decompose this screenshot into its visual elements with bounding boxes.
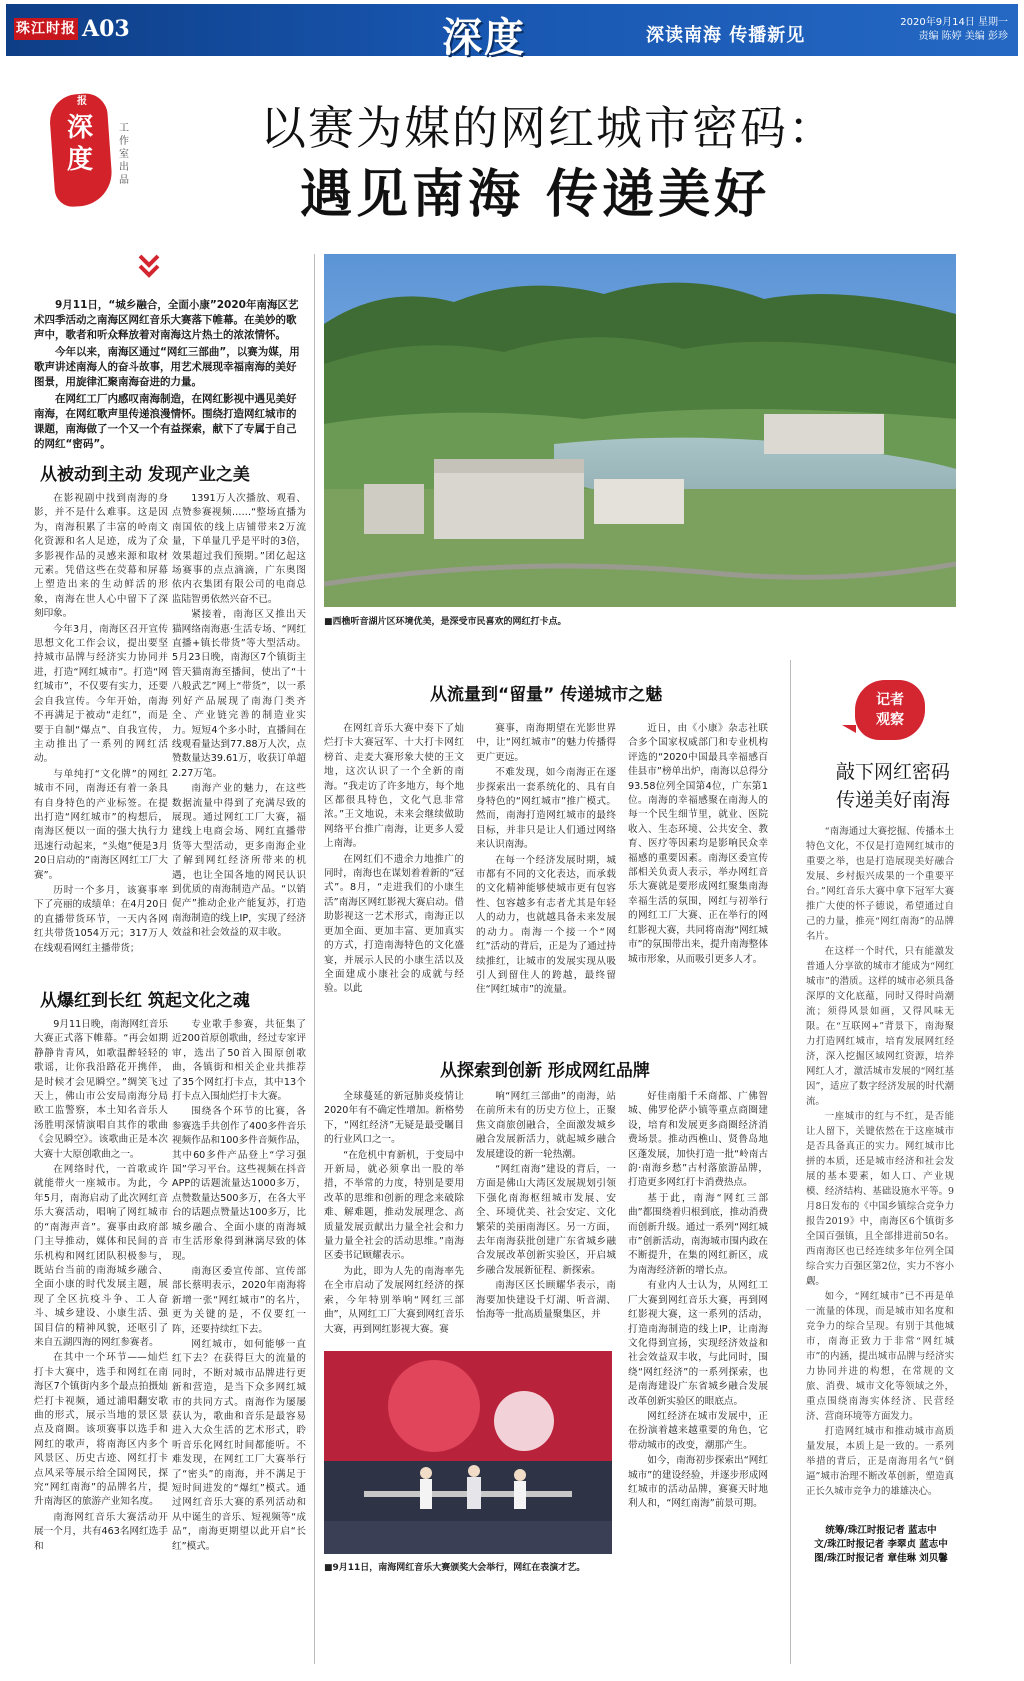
paragraph: 紧接着，南海区又推出天猫网络南海惠·生活专场、“网红直播+镇长带货”等大型活动。5月23日晚，南海区7个镇街主管天猫南海至播间，使出了“十八般武艺”网上“带货”，以一系列好产品展现了南海门类齐全、产业链完善的制造业实力。短短4个多小时，直播间在线观看量达到77.88万人次，点赞数量达39.61万，收获订单超2.27万笔。	[172, 609, 306, 779]
section4-column-2	[476, 1090, 616, 1344]
masthead	[6, 4, 1018, 61]
issue-date	[900, 16, 1008, 44]
lead-para: 在网红工厂内感叹南海制造，在网红影视中遇见美好南海，在网红歌声里传递浪漫情怀。围绕打造网红城市的课题，南海做了一个又一个有益探索，献下了专属于自己的网红“密码”。	[34, 393, 297, 450]
column-divider	[314, 254, 315, 1664]
credit-line: 图/珠江时报记者 章佳琳 刘贝馨	[814, 1553, 948, 1564]
concert-stage-photo	[324, 1351, 612, 1554]
section4-column-3	[628, 1090, 768, 1664]
lake-landscape-photo	[324, 254, 956, 607]
sidebar-divider	[790, 660, 791, 1664]
date-text: 2020年9月14日 星期一	[900, 17, 1008, 28]
paragraph: 打造网红城市和推动城市高质量发展，本质上是一致的。一系列举措的背后，正是南海用名气“倒逼”城市治理不断改革创新，塑造真正长久城市竞争力的雄雄决心。	[806, 1426, 954, 1497]
paragraph: 如今，“网红城市”已不再是单一流量的体现，而是城市知名度和竞争力的综合呈现。有别于其他城市，南海正致力于非常“网红城市”的内涵，提出城市品牌与经济实力协同并进的构想，在常规的文旅、消费、城市文化等领域之外，重点围绕南海实体经济、民营经济、营商环境等方面发力。	[806, 1291, 954, 1422]
paragraph: 好佳南船千禾商都、广佛智城、佛罗伦萨小镇等重点商圈建设，培育和发展更多商圈经济消费场景。推动西樵山、贤鲁岛地区蓬发展，加快打造一批“岭南古韵·南海乡愁”古村落旅游品牌，打造更多网红打卡消费热点。	[628, 1091, 768, 1189]
subheading-4: 从探索到创新 形成网红品牌	[440, 1061, 650, 1081]
section-title: 深度	[442, 14, 526, 61]
paragraph: 网红经济在城市发展中，正在扮演着越来越重要的角色，它带动城市的改变，潮那产生。	[628, 1410, 768, 1451]
photo-caption-main: ■西樵听音湖片区环境优美，是深受市民喜欢的网红打卡点。	[324, 617, 567, 627]
paragraph: 为此，即为人先的南海率先在全市启动了发展网红经济的探索，今年特别举响“网红三部曲”，从网红工厂大赛到网红音乐大赛，再到网红影视大赛。赛	[324, 1265, 464, 1335]
paragraph: 与单纯打“文化牌”的网红城市不同，南海还有着一条具有自身特色的产业标签。在提出打造“网红城市”的构想后，南海区便以一面的强大执行力迅速行动起来，“头炮”便是3月20日启动的“南海区网红工厂大赛”。	[34, 768, 168, 881]
lead-para: 9月11日，“城乡融合，全面小康”2020年南海区艺术四季活动之南海区网红音乐大赛落下帷幕。在美妙的歌声中，歌者和听众释放着对南海这片热土的浓浓情怀。	[34, 299, 299, 341]
headline-line-2: 遇见南海 传递美好	[300, 164, 771, 225]
paragraph: 南海产业的魅力，在这些数据流量中得到了充满尽致的展现。通过网红工厂大赛，福建线上电商会场、网红直播带货等大型活动，更多南海企业了解到网红经济所带来的机遇，也让全国各地的网民认识到优质的南海制造产品。“以销促产”推动企业产能复苏，打造南海制造的线上IP，实现了经济效益和社会效益的双丰收。	[172, 783, 306, 939]
paragraph: 网红城市，如何能够一直红下去？在获得巨大的流量的同时，不断对城市品牌进行更新和营造，是当下众多网红城市的共同方式。南海作为屡屡获认为，歌曲和音乐是最容易进入大众生活的艺术形式，聆听音乐化网红时间都能听。不难发现，在网红工厂大赛举行了“密头”的南海，并不满足于短时间进发的“爆红”模式。通过网红音乐大赛的系列活动和从中诞生的音乐、短视频等“成品”，南海更期望以此开启“长红”模式。	[172, 1338, 306, 1552]
sidebar-title	[818, 758, 968, 814]
badge-tail	[842, 725, 856, 733]
paragraph: 在网红音乐大赛中奏下了灿烂打卡大赛冠军、十大打卡网红榜首、走麦大赛形象大使的王文地，这次认识了一个全新的南海。“我走访了许多地方，每个地区都很具特色，文化气息非常浓。”王文地说，未来会继续做助网络平台推广南海，让更多人爱上南海。	[324, 723, 464, 850]
paragraph: 专业歌手参赛，共征集了近200首原创歌曲，经过专家评审，选出了50首入围原创歌曲，各镇街和相关企业共推荐了35个网红打卡点，其中13个打卡点入围灿烂打卡大赛。	[172, 1019, 306, 1103]
paragraph: 如今，南海初步探索出“网红城市”的建设经验，并逐步形成网红城市的活动品牌，赛赛天时地利人和，“网红南海”前景可期。	[628, 1455, 768, 1510]
paragraph: 有业内人士认为，从网红工厂大赛到网红音乐大赛，再到网红影视大赛，这一系列的活动，打造南海制造的线上IP，让南海文化得到宣扬，实现经济效益和社会效益双丰收，与此同时，围绕“网红经济”的一系列探索，也是南海建设广东省城乡融合发展改革创新实验区的眼底点。	[628, 1280, 768, 1407]
paragraph: 今年3月，南海区召开宣传思想文化工作会议，提出要坚持城市品牌与经济实力协同并进，打造“网红城市”。打造“网红城市”，不仅要有实力，还要会自我宣传。今年开始，南海不再满足于被动“走红”，而是要于自制“爆点”、自我宣传，主动推出了一系列的网红活动。	[34, 623, 168, 765]
paragraph: 在网红们不遗余力地推广的同时，南海也在谋划着着新的“冠式”。8月，“走进我们的小康生活”南海区网红影视大赛启动。借助影视这一艺术形式，南海正以更加全面、更加丰富、更加真实的方式，打造南海特色的文化盛宴，并展示人民的小康生活以及全面建成小康社会的成就与经验。以此	[324, 853, 464, 995]
subheading-3: 从流量到“留量” 传递城市之魅	[430, 685, 663, 705]
section1-column-2	[172, 492, 306, 962]
paragraph: 1391万人次播放、观看、点赞参赛视频……“整场直播为南国依的线上店铺带来2万流量，下单量几乎是平时的3倍，效果超过我们预期。”团亿起这场赛事的点点滴滴，广东奥图依内衣集团有限公司的电商总监陆智勇依然兴奋不已。	[172, 493, 306, 605]
page-number: A03	[82, 16, 130, 42]
paragraph: 一座城市的红与不红，是否能让人留下，关键依然在于这座城市是否具备真正的实力。网红城市比拼的本质，还是城市经济和社会发展的基本要素，如人口、产业规模、经济结构、基础设施水平等。9月8日发布的《中国乡镇综合竞争力报告2019》中，南海区6个镇街多全国百强镇，且全部排进前50名。西南海区也已经连续多年位列全国综合实力百强区第2位，实力不容小觑。	[806, 1111, 954, 1287]
credit-line: 统筹/珠江时报记者 蓝志中	[825, 1525, 937, 1536]
paragraph: 不难发现，如今南海正在逐步探索出一套系统化的、具有自身特色的“网红城市”推广模式。然而，南海打造网红城市的最终目标，并非只是让人们通过网络来认识南海。	[476, 767, 616, 851]
headline-line-1: 以赛为媒的网红城市密码：	[260, 101, 836, 155]
byline-credits	[806, 1524, 956, 1566]
paragraph: 全球蔓延的新冠肺炎疫情让2020年有不确定性增加。新格势下，“网红经济”无疑是最受瞩目的行业风口之一。	[324, 1091, 464, 1146]
section3-column-2	[476, 722, 616, 1012]
badge-line-1: 记者	[876, 692, 904, 708]
sidebar-commentary	[806, 824, 954, 1500]
lead-paragraphs	[34, 298, 304, 454]
editors-text: 责编 陈婷 美编 彭珍	[918, 31, 1008, 42]
photo-caption-concert: ■9月11日，南海网红音乐大赛颁奖大会举行，网红在表演才艺。	[324, 1563, 586, 1573]
paragraph: “南海通过大赛挖掘、传播本土特色文化，不仅是打造网红城市的重要之举，也是打造展现美好融合发展、乡村振兴成果的一个重要平台。”网红音乐大赛中拿下冠军大赛推广大使的怀子德说，希望通过自己的力量，推亮“网红南海”的品牌名片。	[806, 826, 954, 942]
chevron-down-icon	[138, 254, 160, 282]
sidebar-title-line-1: 敲下网红密码	[835, 761, 950, 783]
subheading-1: 从被动到主动 发现产业之美	[40, 465, 250, 485]
paragraph: 在每一个经济发展时期，城市都有不同的文化表达，而承载的文化精神能够使城市更有包容性、包容越多有志者尤其是年轻人的动力，也就越具备未来发展的动力。南海一个接一个“网红”活动的背后，正是为了通过持续推红，让城市的发展实现从吸引人到留住人的跨越，最终留住“网红城市”的流量。	[476, 854, 616, 996]
brand-small-text: 时报	[77, 84, 87, 107]
paragraph: 在其中一个环节——灿烂打卡大赛中，选手和网红在南海区7个镇街内多个最点拍摄灿烂打卡视频，通过浦唱翻安歌曲的形式，展示当地的景区景点及商圈。该项赛事以选手和网红的歌声，将南海区内多个风景区、历史古迹、网红打卡点风采等展示给全国网民，探究“网红南海”的品牌名片，提升南海区的旅游产业知名度。	[34, 1352, 168, 1508]
paragraph: 历时一个多月，该赛事率下了亮丽的成绩单：在4月20日的直播带货环节，一天内各网红共带货1054万元；317万人在线观看网红主播带货；	[34, 884, 168, 954]
section4-column-1	[324, 1090, 464, 1344]
paragraph: 南海网红音乐大赛活动开展一个月，共有463名网红选手和	[34, 1511, 168, 1552]
paragraph: 9月11日晚，南海网红音乐大赛正式落下帷幕。“再会如期静静肯青风，如歌温醉轻轻的歌谣，让你我沿路花开携伴，是时候才会见瞬空。”绸笑飞过天上，佛山市公安局南海分局欧工监警察，本土知名音乐人汤胜明深情演唱自其作的歌曲《会见瞬空》。该歌曲正是本次大赛十大原创歌曲之一。	[34, 1019, 168, 1160]
newspaper-logo: 珠江时报	[14, 18, 78, 40]
paragraph: 赛事，南海期望在光影世界中，让“网红城市”的魅力传播得更广更远。	[476, 723, 616, 763]
paragraph: 在这样一个时代，只有能激发普通人分享欲的城市才能成为“网红城市”的潜质。这样的城市必须具备深厚的文化底蕴，同时又得时尚潮流；须得风景如画，又得风味无限。在“互联网+”背景下，南海聚力打造网红城市，培育发展网红经济，深入挖掘区域网红资源，培养网红人才，激活城市发展的“网红基因”，适应了数字经济发展的时代潮流。	[806, 946, 954, 1107]
section3-column-3	[628, 722, 768, 1012]
lead-para: 今年以来，南海区通过“网红三部曲”，以赛为媒，用歌声讲述南海人的奋斗故事，用艺术展现幸福南海的美好图景，用旋律汇聚南海奋进的力量。	[34, 346, 300, 388]
section2-column-1	[34, 1018, 168, 1666]
section3-column-1	[324, 722, 464, 1012]
brand-big-text: 深度	[66, 113, 93, 175]
paragraph: 围绕各个环节的比赛，各参赛选手共创作了400多件音乐视频作品和100多件音频作品，其中60多件产品登上“学习强国”学习平台。这些视频在抖音APP的话题流量达1000多万，点赞数量达500多万，在各大平台的话题点赞量达100多万，比城乡融合、全面小康的南海城市生活形象得到淋漓尽致的体现。	[172, 1106, 306, 1262]
section2-column-2	[172, 1018, 306, 1666]
badge-line-2: 观察	[876, 712, 904, 728]
sidebar-title-line-2: 传递美好南海	[835, 789, 950, 811]
reporter-observation-badge	[855, 680, 925, 740]
credit-line: 文/珠江时报记者 李翠贞 蓝志中	[814, 1539, 948, 1550]
paragraph: 基于此，南海“网红三部曲”都围绕着归根到底，推动消费而创新升级。通过一系列“网红城市”创新活动，南海城市围内政在不断提升，在集的网红新区，成为南海经济新的增长点。	[628, 1192, 768, 1276]
paragraph: 南海区区长顾耀华表示，南海要加快建设千灯湖、听音湖、怡海等一批高质量聚集区，并	[476, 1280, 616, 1321]
paragraph: “在危机中育新机，于变局中开新局，就必须拿出一股的举措，不举常的力度，特别是要用改革的思维和创新的理念来破除难、解难题，推动发展理念、高质量发展贡献出力量全社会和力量力量全社会的活动思维。”南海区委书记顾耀表示。	[324, 1149, 464, 1262]
subheading-2: 从爆红到长红 筑起文化之魂	[40, 991, 250, 1011]
paragraph: “网红南海”建设的背后，一方面是佛山大湾区发展规划引领下强化南海枢纽城市发展、安全、环境优美、社会安定、文化繁荣的美丽南海区。另一方面，去年南海获批创建广东省城乡融合发展改革创新实验区，开启城乡融合发展新征程、新探索。	[476, 1164, 616, 1276]
paragraph: 在影视剧中找到南海的身影，并不是什么难事。这是因为，南海积累了丰富的岭南文化资源和名人足迹，成为了众多影视作品的灵感来源和取材元素。凭借这些在荧幕和屏幕上塑造出来的生动鲜活的形象，南海在世人心中留下了深刻印象。	[34, 493, 168, 620]
brand-side-text: 工作室出品	[119, 123, 129, 186]
paragraph: 近日，由《小康》杂志社联合多个国家权威部门和专业机构评选的“2020中国最具幸福感百佳县市”榜单出炉，南海以总得分93.58位列全国第4位，广东第1位。南海的幸福感聚在南海人的每一个民生细节里，就业、医院收入、生态环境、公共安全、教育、医疗等因素均是影响民众幸福感的重要因素。南海区委宣传部相关负责人表示，举办网红音乐大赛就是要形成网红聚集南海幸福生活的氛围，网红与初举行的网红工厂大赛、正在举行的网红影视大赛，共同将南海“网红城市”的氛围带出来，提升南海整体城市形象，从而吸引更多人才。	[628, 723, 768, 965]
paragraph: 响“网红三部曲”的南海，站在前所未有的历史方位上，正聚焦文商旅创融合，全面激发城乡融合发展新活力，就起城乡融合发展建设的新一轮热潮。	[476, 1091, 616, 1160]
section1-column-1	[34, 492, 168, 962]
paragraph: 在网络时代，一首歌或许就能带火一座城市。为此，今年5月，南海启动了此次网红音乐大赛活动，唱响了网红城市的“南海声音”。赛事由政府部门主导推动，媒体和民间的音乐机构和网红团队积极参与，既站台当前的南海城乡融合、全面小康的时代发展主题，展现了全区抗疫斗争、工人奋斗、城乡建设、小康生活、强国目信的精神风貌，还呕引了来自五湖四海的网红参赛者。	[34, 1164, 168, 1348]
studio-brand	[52, 78, 129, 226]
paragraph: 南海区委宣传部、宣传部部长蔡明表示，2020年南海将新增一张“网红城市”的名片，更为关键的是，不仅要红一阵，还要持续红下去。	[172, 1265, 306, 1335]
section-slogan: 深读南海 传播新见	[646, 25, 806, 46]
